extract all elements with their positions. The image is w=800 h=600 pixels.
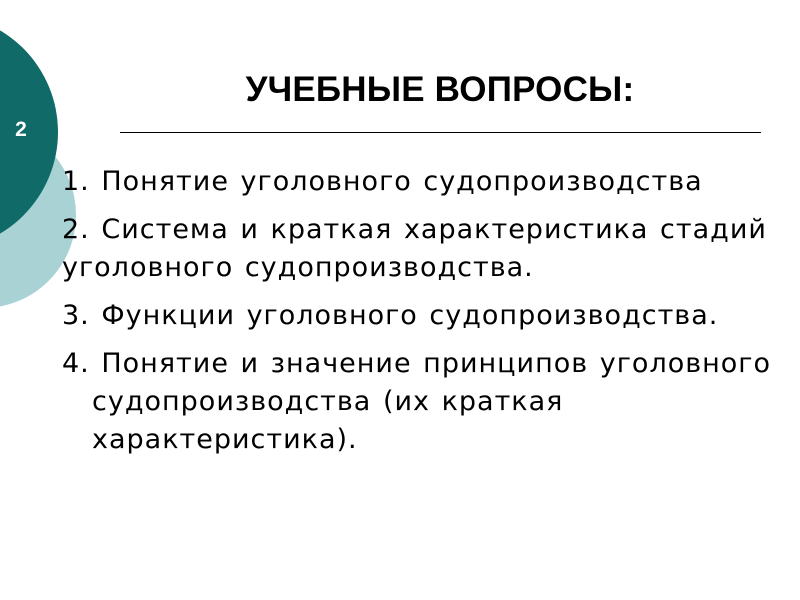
slide-title: УЧЕБНЫЕ ВОПРОСЫ: [245,70,635,109]
title-divider [120,132,761,133]
list-item: 3. Функции уголовного судопроизводства. [62,300,719,331]
list-item: 4. Понятие и значение принципов уголовного судопроизводства (их краткая характеристика). [62,348,772,455]
study-questions-list [62,163,782,469]
list-item: 1. Понятие уголовного судопроизводства [62,166,703,197]
slide-number: 2 [15,118,27,141]
list-item: 2. Система и краткая характеристика стадий уголовного судопроизводства. [62,214,767,283]
